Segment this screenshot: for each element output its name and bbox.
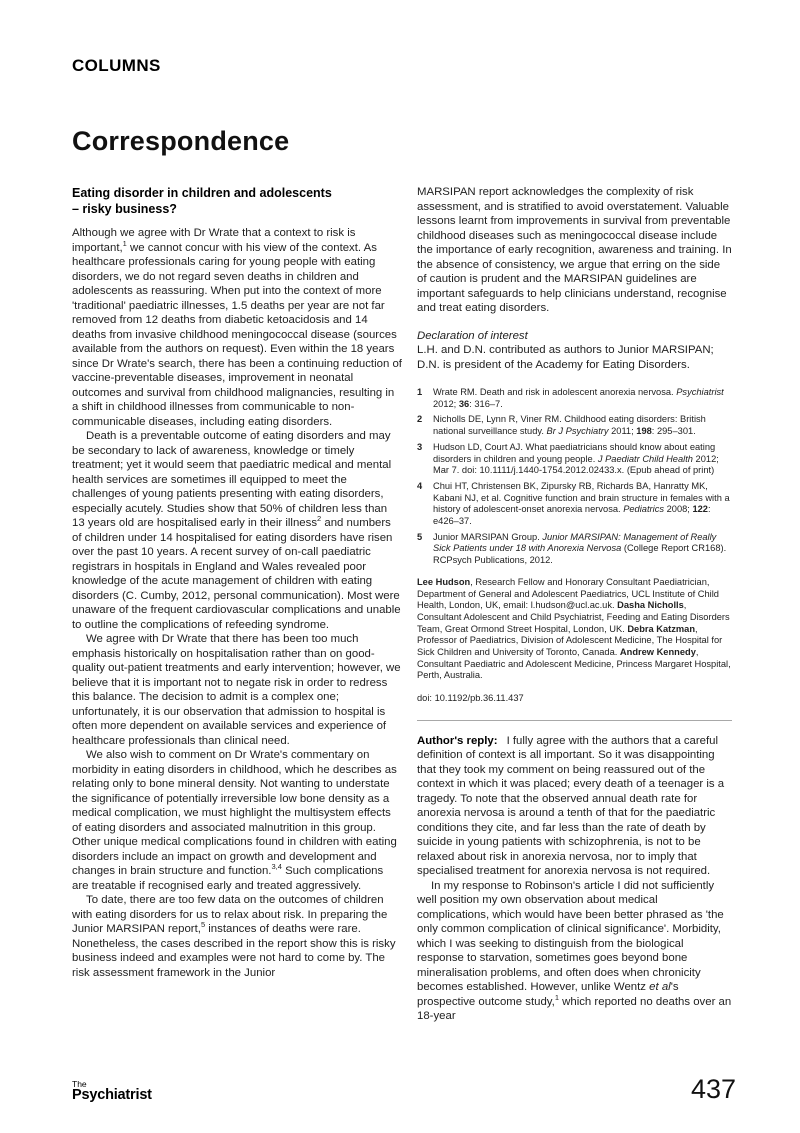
page-content [72, 0, 732, 1024]
letter-paragraph: Death is a preventable outcome of eating disorders and may be secondary to lack of awareness, knowledge or timely treatment; yet it would seem that paediatric medical and mental health services are sometimes ill equipped to meet the challenges of young patients presenting with eating disorders, especially acutely. Studies show that 50% of children less than 13 years old are hospitalised early in their illness$^2$ and numbers of children under 14 hospitalised for eating disorders have risen over the past 10 years. A recent survey of on-call paediatric registrars in hospitals in England and Wales revealed poor knowledge of the acute management of children with eating disorders (C. Cumby, 2012, personal communication). Most were unaware of the frequent cardiovascular complications and unable to outline the complications of refeeding syndrome. [72, 430, 401, 631]
reference-number: 1 [417, 387, 423, 397]
section-label: COLUMNS [72, 56, 161, 75]
reference-item [417, 442, 732, 477]
journal-logo [72, 1080, 152, 1102]
page-title: Correspondence [72, 126, 290, 156]
letter-title-line2: – risky business? [72, 202, 177, 216]
letter-paragraph: Although we agree with Dr Wrate that a context to risk is important,$^1$ we cannot concur with his view of the context. As healthcare professionals caring for young people with eating disorders, we do not regard seven deaths in children and adolescents as reassuring. When put into the context of more 'traditional' paediatric illnesses, 1.5 deaths per year are not far removed from 12 deaths from diabetic ketoacidosis and 14 deaths from invasive childhood meningococcal disease (sources available from the authors on request). Even within the 18 years since Dr Wrate's search, there has been a continuing reduction of vaccine-preventable diseases, improvement in neonatal outcomes and survival from childhood malignancies, resulting in a shift in childhood illnesses from communicable to non-communicable diseases, including eating disorders. [72, 227, 402, 428]
right-column [417, 185, 732, 1024]
doi: doi: 10.1192/pb.36.11.437 [417, 693, 524, 704]
reference-number: 3 [417, 441, 423, 452]
letter-paragraph: We also wish to comment on Dr Wrate's commentary on morbidity in eating disorders in childhood, which he describes as relating only to bone mineral density. Not wanting to understate the significance of potentially irreversible low bone density as a medical complication, we must highlight the multisystem effects of eating disorders and associated malnutrition in this group. Other unique medical complications found in children with eating disorders include an impact on growth and development and changes in brain structure and function.$^{3,4}$ Such complications are treatable if recognised early and treated aggressively. [72, 749, 397, 892]
section-divider [417, 720, 732, 721]
reference-item [417, 414, 732, 437]
authors-reply-text: I fully agree with the authors that a careful definition of context is all important. So it was disappointing that they took my comment on being reassured out of the context in which it was placed; every death of a teenager is a tragedy. To note that the observed annual death rate for anorexia nervosa is around a tenth of that for the paediatric conditions they cite, and far less than the rate of death by suicide in young patients with schizophrenia, is not to be relaxed about risk in anorexia nervosa, nor to imply that specialised treatment for anorexia nervosa is not required. [417, 734, 725, 878]
authors-reply-label: Author's reply: [417, 734, 498, 747]
reference-number: 4 [417, 480, 423, 491]
authors-reply-paragraph: In my response to Robinson's article I did not sufficiently well position my own observation about medical complications, which would have been better phrased as 'the only common complication of clinical significance'. Morbidity, which I was seeking to distinguish from the biological response to starvation, sometimes goes beyond bone mineralisation problems, and often does when chronicity becomes established. However, unlike Wentz et al's prospective outcome study,$^1$ which reported no deaths over an 18-year [417, 879, 732, 1023]
authors-reply-paragraph [417, 734, 732, 879]
journal-logo-name: Psychiatrist [72, 1087, 152, 1103]
reference-text: Junior MARSIPAN Group. Junior MARSIPAN: Management of Really Sick Patients under 18 with Anorexia Nervosa (College Report CR168). RCPsych Publications, 2012. [433, 531, 727, 566]
reference-item [417, 532, 732, 567]
reference-item [417, 387, 732, 410]
declaration-text: L.H. and D.N. contributed as authors to Junior MARSIPAN; D.N. is president of the Academy for Eating Disorders. [417, 344, 714, 371]
reference-number: 2 [417, 414, 423, 425]
left-column [72, 185, 402, 1024]
reference-text: Hudson LD, Court AJ. What paediatricians should know about eating disorders in children and young people. J Paediatr Child Health 2012; Mar 7. doi: 10.1111/j.1440-1754.2012.02433.x. (Epub ahead of print) [433, 441, 719, 476]
letter-paragraph: To date, there are too few data on the outcomes of children with eating disorders for us to relax about risk. In preparing the Junior MARSIPAN report,$^5$ instances of deaths were rare. Nonetheless, the cases described in the report show this is risky business indeed and examples were not hard to come by. The risk assessment framework in the Junior [72, 894, 396, 979]
reference-item [417, 481, 732, 528]
reference-text: Chui HT, Christensen BK, Zipursky RB, Richards BA, Hanratty MK, Kabani NJ, et al. Cognitive function and brain structure in females with a history of adolescent-onset anorexia nervosa. Pediatrics 2008; 122: e426–37. [433, 480, 730, 527]
letter-title-line1: Eating disorder in children and adolescents [72, 186, 332, 200]
declaration-heading: Declaration of interest [417, 329, 528, 342]
letter-paragraph-continued: MARSIPAN report acknowledges the complexity of risk assessment, and is stratified to avoid overstatement. Valuable lessons learnt from improvements in survival from preventable childhood diseases such as meningococcal disease include the importance of early recognition, awareness and training. In the absence of consistency, we argue that erring on the side of caution is prudent and the MARSIPAN guidelines are important safeguards to help clinicians understand, recognise and treat eating disorders. [417, 186, 732, 314]
reference-number: 5 [417, 531, 423, 542]
journal-logo-the: The [72, 1079, 87, 1089]
letter-title [72, 185, 402, 217]
reference-list [417, 387, 732, 567]
reference-text: Nicholls DE, Lynn R, Viner RM. Childhood eating disorders: British national surveillance study. Br J Psychiatry 2011; 198: 295–301. [433, 414, 706, 437]
page-footer [72, 1076, 736, 1102]
author-affiliations: Lee Hudson, Research Fellow and Honorary Consultant Paediatrician, Department of General and Adolescent Paediatrics, UCL Institute of Child Health, London, UK, email: l.hudson@ucl.ac.uk. Dasha Nicholls, Consultant Adolescent and Child Psychiatrist, Feeding and Eating Disorders Team, Great Ormond Street Hospital, London, UK. Debra Katzman, Professor of Paediatrics, Division of Adolescent Medicine, The Hospital for Sick Children and University of Toronto, Canada. Andrew Kennedy, Consultant Paediatric and Adolescent Medicine, Princess Margaret Hospital, Perth, Australia. [417, 576, 731, 681]
page-number: 437 [690, 1074, 736, 1104]
letter-paragraph: We agree with Dr Wrate that there has been too much emphasis historically on hospitalisation rather than on good-quality out-patient treatments and early intervention; however, we believe that it is important not to negate risk in order to redress this balance. The decision to admit is a complex one; unfortunately, it is our observation that admission to hospital is often more dependent on available services and experience of healthcare professionals than clinical need. [72, 633, 401, 747]
two-column-layout [72, 185, 732, 1024]
reference-text: Wrate RM. Death and risk in adolescent anorexia nervosa. Psychiatrist 2012; 36: 316–7. [433, 387, 724, 409]
